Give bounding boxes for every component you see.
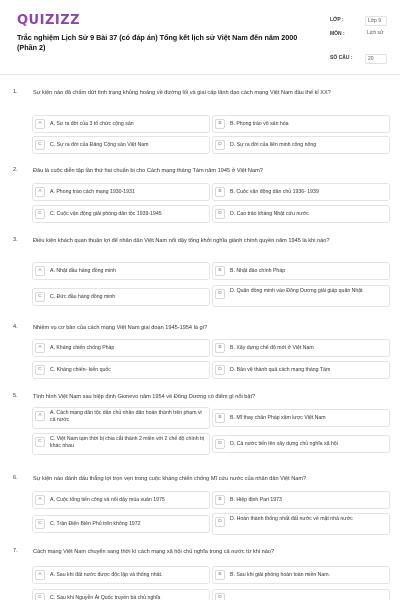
option-text: C. Kháng chiến- kiến quốc	[50, 367, 111, 373]
option-d[interactable]	[212, 136, 390, 154]
option-letter: A	[35, 570, 45, 580]
option-letter: A	[35, 187, 45, 197]
option-letter: C	[35, 593, 45, 600]
class-label: LỚP :	[330, 17, 344, 23]
meta-count-row	[330, 52, 390, 66]
question-number: 5.	[13, 393, 18, 399]
option-d[interactable]	[212, 285, 390, 307]
option-text: A. Kháng chiến chống Pháp	[50, 345, 115, 351]
option-c[interactable]	[32, 136, 210, 154]
option-letter: D	[215, 365, 225, 375]
option-c[interactable]	[32, 288, 210, 306]
option-letter: C	[35, 292, 45, 302]
option-text: D. Cả nước tiến lên xây dựng chủ nghĩa xã hội	[230, 441, 338, 447]
option-letter: C	[35, 209, 45, 219]
option-text: C. Việt Nam tạm thời bị chia cắt thành 2 miền với 2 chế độ chính trị khác nhau	[50, 436, 205, 449]
subject-value: Lịch sử	[367, 30, 384, 36]
question-count-label: SỐ CÂU :	[330, 55, 353, 61]
option-a[interactable]	[32, 566, 210, 584]
option-a[interactable]	[32, 407, 210, 429]
page-header	[0, 0, 400, 70]
question-text: Cách mạng Việt Nam chuyển sang thời kì cách mạng xã hội chủ nghĩa trong cả nước từ khi nào?	[33, 549, 275, 555]
option-c[interactable]	[32, 433, 210, 455]
option-letter: C	[35, 140, 45, 150]
question-text: Nhiệm vụ cơ bản của cách mạng Việt Nam giai đoạn 1945-1954 là gì?	[33, 325, 208, 331]
option-letter: A	[35, 411, 45, 421]
question-text: Tình hình Việt Nam sau hiệp định Gionevo năm 1954 về Đông Dương có điểm gì nổi bật?	[33, 394, 256, 400]
option-text: A. Sự ra đời của 3 tổ chức cộng sản	[50, 121, 134, 127]
option-text: B. Phong trào vô sản hóa	[230, 121, 289, 127]
option-letter: D	[215, 517, 225, 527]
option-text: B. Hiệp định Pari 1973	[230, 497, 282, 503]
quizizz-logo: QUIZIZZ	[17, 13, 81, 28]
option-letter: D	[215, 209, 225, 219]
option-a[interactable]	[32, 339, 210, 357]
meta-class-row	[330, 14, 390, 28]
option-text: A. Cuộc tổng tiến công và nổi dậy mùa xuân 1975	[50, 497, 165, 503]
option-letter: A	[35, 119, 45, 129]
option-text: D. Quân đồng minh vào Đông Dương giải giáp quân Nhật	[230, 288, 363, 294]
option-text: D. Bảo vệ thành quả cách mạng tháng Tám	[230, 367, 331, 373]
option-d[interactable]	[212, 361, 390, 379]
option-letter: D	[215, 289, 225, 299]
subject-label: MÔN :	[330, 31, 345, 37]
class-value: Lớp 9	[365, 16, 387, 26]
option-d[interactable]	[212, 435, 390, 453]
question-number: 3.	[13, 237, 18, 243]
option-text: C. Sau khi Nguyễn Ái Quốc truyền bá chủ nghĩa	[50, 595, 161, 600]
option-letter: A	[35, 495, 45, 505]
option-b[interactable]	[212, 409, 390, 427]
question-number: 1.	[13, 89, 18, 95]
option-a[interactable]	[32, 262, 210, 280]
option-c[interactable]	[32, 515, 210, 533]
option-text: A. Sau khi đất nước được độc lập và thống nhất.	[50, 572, 163, 578]
question-number: 6.	[13, 475, 18, 481]
option-text: A. Cách mạng dân tộc dân chủ nhân dân hoàn thành trên phạm vi cả nước	[50, 410, 202, 423]
option-a[interactable]	[32, 183, 210, 201]
option-text: B. Xây dựng chế độ mới ở Việt Nam	[230, 345, 314, 351]
option-letter: A	[35, 343, 45, 353]
option-text: A. Nhật đầu hàng đồng minh	[50, 268, 117, 274]
option-letter: B	[215, 413, 225, 423]
option-letter: C	[35, 519, 45, 529]
option-b[interactable]	[212, 339, 390, 357]
option-b[interactable]	[212, 183, 390, 201]
option-text: A. Phong trào cách mạng 1930-1931	[50, 189, 135, 195]
option-c[interactable]	[32, 205, 210, 223]
question-text: Sự kiện nào đã chấm dứt tình trạng khủng hoảng về đường lối và giai cấp lãnh đạo cách mạng Việt Nam đầu thế kỉ XX?	[33, 90, 331, 96]
option-b[interactable]	[212, 566, 390, 584]
option-c[interactable]	[32, 361, 210, 379]
option-text: B. Mĩ thay chân Pháp xâm lược Việt Nam	[230, 415, 326, 421]
option-text: C. Trận Điện Biên Phủ trên không 1972	[50, 521, 141, 527]
header-divider	[0, 74, 400, 75]
option-text: D. Hoàn thành thống nhất đất nước về mặt nhà nước	[230, 516, 353, 522]
option-text: D. Cao trào kháng Nhật cứu nước	[230, 211, 309, 217]
meta-subject-row	[330, 28, 390, 52]
question-text: Sự kiện nào đánh dấu thắng lợi trọn vẹn trong cuộc kháng chiến chống Mĩ cứu nước của nhân dân Việt Nam?	[33, 476, 307, 482]
option-a[interactable]	[32, 115, 210, 133]
question-number: 4.	[13, 324, 18, 330]
option-letter: B	[215, 343, 225, 353]
option-b[interactable]	[212, 262, 390, 280]
option-b[interactable]	[212, 115, 390, 133]
option-text: C. Cuộc vận động giải phóng dân tộc 1939-1945	[50, 211, 162, 217]
question-number: 2.	[13, 167, 18, 173]
option-text: D. Sự ra đời của liên minh công nông	[230, 142, 317, 148]
option-c[interactable]	[32, 589, 210, 600]
option-b[interactable]	[212, 491, 390, 509]
option-letter: A	[35, 266, 45, 276]
option-letter: B	[215, 187, 225, 197]
option-letter: B	[215, 119, 225, 129]
option-letter: C	[35, 365, 45, 375]
question-text: Điều kiện khách quan thuận lợi để nhân dân Việt Nam nổi dậy tổng khởi nghĩa giành chính quyền năm 1945 là khi nào?	[33, 238, 330, 244]
document-title: Trắc nghiệm Lịch Sử 9 Bài 37 (có đáp án) Tổng kết lịch sử Việt Nam đến năm 2000 (Phần 2)	[17, 33, 298, 52]
question-text: Đâu là cuộc diễn tập lần thứ hai chuẩn bị cho Cách mạng tháng Tám năm 1945 ở Việt Nam?	[33, 168, 263, 174]
option-a[interactable]	[32, 491, 210, 509]
option-d[interactable]	[212, 513, 390, 535]
option-text: C. Sự ra đời của Đảng Cộng sản Việt Nam	[50, 142, 149, 148]
option-d[interactable]	[212, 589, 390, 600]
option-letter: B	[215, 266, 225, 276]
option-letter: D	[215, 140, 225, 150]
option-letter: B	[215, 570, 225, 580]
option-letter: C	[35, 437, 45, 447]
option-text: C. Đức đầu hàng đồng minh	[50, 294, 116, 300]
option-text: B. Sau khi giải phóng hoàn toàn miền Nam.	[230, 572, 331, 578]
question-number: 7.	[13, 548, 18, 554]
meta-panel	[330, 14, 390, 66]
option-d[interactable]	[212, 205, 390, 223]
question-count-value: 20	[365, 54, 387, 64]
option-letter: B	[215, 495, 225, 505]
option-text: B. Cuộc vận động dân chủ 1936- 1939	[230, 189, 319, 195]
option-letter: D	[215, 439, 225, 449]
option-text: B. Nhật đảo chính Pháp	[230, 268, 286, 274]
option-letter: D	[215, 593, 225, 600]
